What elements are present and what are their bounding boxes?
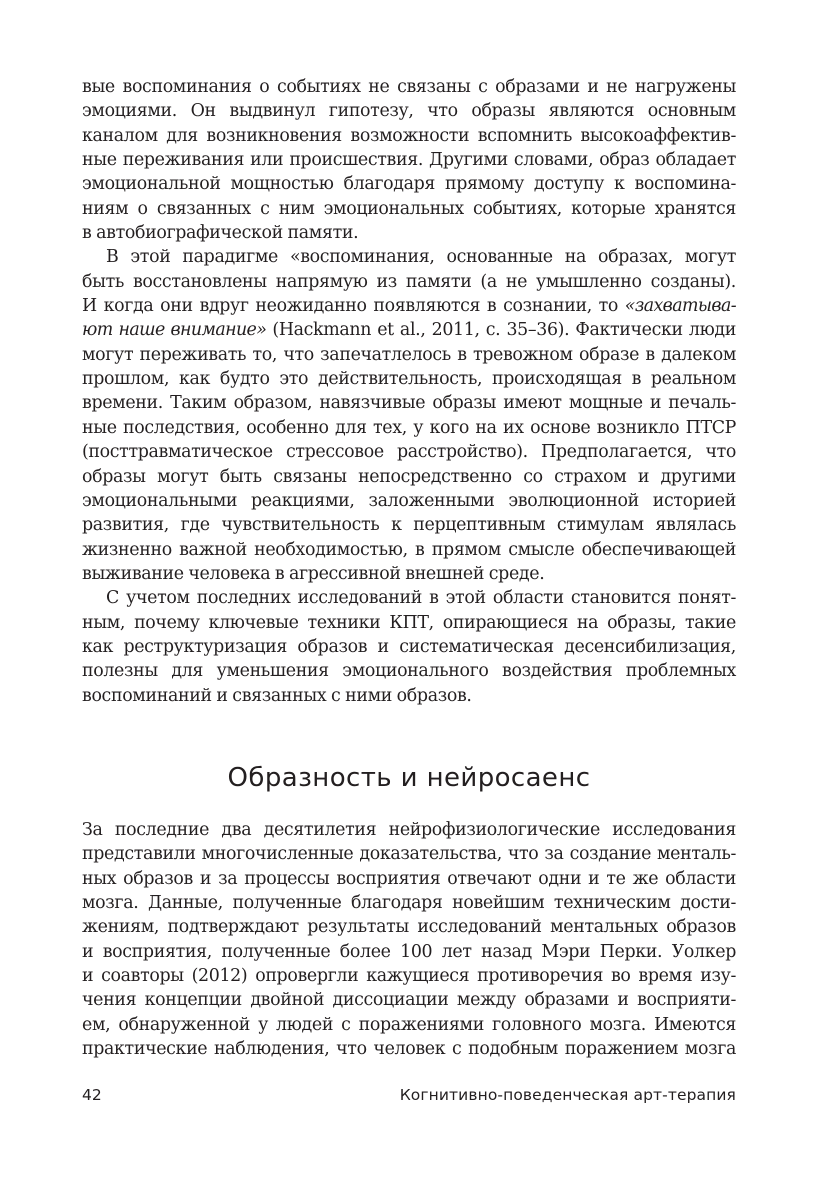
- paragraph-cbt-techniques: [82, 586, 736, 708]
- text-line: мозга. Данные, полученные благодаря новейшим техническим дости-: [82, 893, 736, 914]
- text-line: в автобиографической памяти.: [82, 223, 359, 244]
- text-line: чения концепции двойной диссоциации между образами и восприяти-: [82, 990, 736, 1011]
- quote-italic: ют наше внимание»: [82, 320, 267, 341]
- text-line: воспоминаний и связанных с ними образов.: [82, 685, 472, 706]
- text-line: ем, обнаруженной у людей с поражениями головного мозга. Имеются: [82, 1014, 736, 1035]
- text-line: и восприятия, полученные более 100 лет назад Мэри Перки. Уолкер: [82, 941, 736, 962]
- text-line: эмоциональной мощностью благодаря прямому доступу к воспомина-: [82, 174, 736, 195]
- text-line: эмоциями. Он выдвинул гипотезу, что образы являются основным: [82, 101, 736, 122]
- body-text-bottom: [82, 818, 736, 1061]
- text-line: практические наблюдения, что человек с подобным поражением мозга: [82, 1039, 736, 1060]
- text-line: (посттравматическое стрессовое расстройство). Предполагается, что: [82, 442, 736, 463]
- text-line: ные последствия, особенно для тех, у кого на их основе возникло ПТСР: [82, 417, 736, 438]
- body-text-top: [82, 75, 736, 708]
- text-line: могут переживать то, что запечатлелось в тревожном образе в далеком: [82, 344, 736, 365]
- page-footer: [82, 1083, 736, 1107]
- text-line: как реструктуризация образов и систематическая десенсибилизация,: [82, 636, 736, 657]
- text-line: [82, 318, 736, 342]
- text-line: полезны для уменьшения эмоционального воздействия проблемных: [82, 661, 736, 682]
- paragraph-paradigm: [82, 245, 736, 586]
- text-line: прошлом, как будто это действительность, происходящая в реальном: [82, 369, 736, 390]
- text-segment: И когда они вдруг неожиданно появляются в сознании, то: [82, 296, 625, 317]
- text-line: [82, 294, 736, 318]
- text-line: времени. Таким образом, навязчивые образы имеют мощные и печаль-: [82, 393, 736, 414]
- paragraph-continuation: [82, 75, 736, 245]
- section-heading: Образность и нейросаенс: [227, 763, 591, 793]
- text-line: каналом для возникновения возможности вспомнить высокоаффектив-: [82, 125, 736, 146]
- text-line: вые воспоминания о событиях не связаны с образами и не нагружены: [82, 77, 736, 97]
- text-line: ных образов и за процессы восприятия отвечают одни и те же области: [82, 868, 736, 889]
- text-line: В этой парадигме «воспоминания, основанные на образах, могут: [106, 247, 736, 268]
- page-number: 42: [82, 1086, 102, 1104]
- text-line: выживание человека в агрессивной внешней среде.: [82, 563, 545, 584]
- text-line: развития, где чувствительность к перцептивным стимулам являлась: [82, 515, 736, 536]
- quote-italic: «захватыва-: [624, 296, 736, 317]
- text-line: ные переживания или происшествия. Другими словами, образ обладает: [82, 150, 736, 171]
- text-line: и соавторы (2012) опровергли кажущиеся противоречия во время изу-: [82, 966, 736, 987]
- text-line: ным, почему ключевые техники КПТ, опирающиеся на образы, такие: [82, 612, 736, 633]
- text-line: представили многочисленные доказательства, что за создание менталь-: [82, 844, 736, 865]
- text-line: жениям, подтверждают результаты исследований ментальных образов: [82, 917, 736, 938]
- running-title: Когнитивно-поведенческая арт-терапия: [399, 1086, 736, 1104]
- text-line: образы могут быть связаны непосредственно со страхом и другими: [82, 466, 736, 487]
- citation: (Hackmann et al., 2011, с. 35–36). Фактически люди: [266, 320, 736, 341]
- text-line: За последние два десятилетия нейрофизиологические исследования: [82, 820, 736, 840]
- text-line: быть восстановлены напрямую из памяти (а не умышленно созданы).: [82, 271, 736, 292]
- text-line: эмоциональными реакциями, заложенными эволюционной историей: [82, 490, 736, 511]
- paragraph-neuroscience: [82, 818, 736, 1061]
- text-line: ниям о связанных с ним эмоциональных событиях, которые хранятся: [82, 198, 736, 219]
- text-line: С учетом последних исследований в этой области становится понят-: [106, 588, 736, 609]
- text-line: жизненно важной необходимостью, в прямом смысле обеспечивающей: [82, 539, 736, 560]
